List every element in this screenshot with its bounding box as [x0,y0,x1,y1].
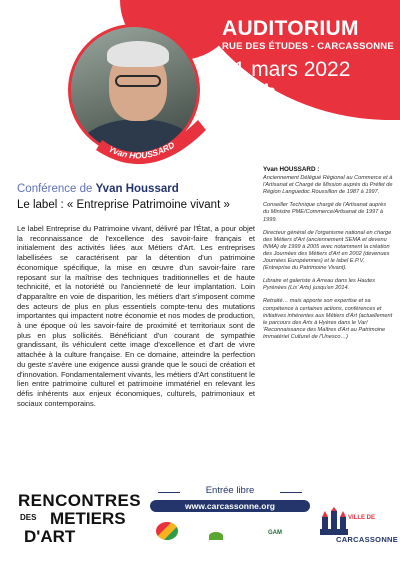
speaker-name-arc [96,116,206,174]
divider [280,492,302,493]
partner-logo-region [152,522,182,550]
carcassonne-label: CARCASSONNE [336,535,399,544]
lecture-subtitle: Le label : « Entreprise Patrimoine vivant » [17,199,230,211]
bio-heading: Yvan HOUSSARD : [263,166,320,173]
lecture-title [17,182,257,197]
rencontres-metiers-logo [18,491,142,546]
logo-line-rencontres: RENCONTRES [18,491,142,510]
logo-metiers: METIERS [50,509,126,528]
event-info [222,18,397,105]
website-link[interactable]: www.carcassonne.org [150,500,310,512]
event-date: 31 mars 2022 [222,58,351,81]
event-venue: AUDITORIUM [222,17,359,40]
bio-paragraph: Anciennement Délégué Régional au Commerce et à l'Artisanat et Chargé de Mission auprès du Préfet de Région Languedoc Roussillon de 1987 à 1997. [263,175,393,196]
ville-de-label: VILLE DE [348,515,376,521]
speaker-bio [263,166,393,347]
bio-paragraph: Libraire et galeriste à Arreau dans les Hautes Pyrénées (Lis' Arts) jusqu'en 2014. [263,278,376,292]
event-time: >19 h [222,81,277,104]
lecture-description: Le label Entreprise du Patrimoine vivant, délivré par l'État, a pour objet la reconnaissance de l'excellence des savoir-faire français et initialement des activités liées aux Métiers d'Art. Les entreprises labellisées se caractérisent par la détention d'un patrimoine économique spécifique, la mise en œuvre d'un savoir-faire rare reposant sur la maîtrise des techniques traditionnelles et de haute technicité, et la notoriété ou l'ancienneté de leur implantation. Loin d'apparaître en voie de disparition, les métiers d'art s'imposent comme des acteurs de plus en plus essentiels compte-tenu des mutations importantes qui impactent notre économie et nos modes de production, à une époque où les savoir-faire de proximité et territoriaux sont de plus en plus sollicités. Bénéficiant d'un courant de sympathie grandissant, ils véhiculent cette image d'excellence et d'art de vivre attachée à la culture française. En ce domaine, atteindre la perfection du geste s'avère une exigence aussi grande que le souci de création et d'innovation. Fondamentalement vivants, les métiers d'Art constituent le lien entre patrimoine culturel et patrimoine immatériel en relevant les défis inhérents aux enjeux économiques, culturels, patrimoniaux et sociaux contemporains. [17,224,255,408]
ville-carcassonne-logo [318,505,399,555]
partner-logo-agglo [198,532,234,541]
bio-paragraph: Directeur général de l'organisme national en charge des Métiers d'Art (anciennement SEMA et devenu INMA) de 1999 à 2005 avec notamment la création des Journées des Métiers d'Art en 2002 (devenues Journées Européennes) et le label E.P.V. (Entreprise du Patrimoine Vivant). [263,229,392,272]
portrait-hair [107,41,169,67]
logo-des: DES [20,513,37,522]
free-entry [150,485,310,499]
bio-paragraph: Retraité… mais apporte son expertise et sa compétence à certaines actions, conférences et initiatives inhérentes aux Métiers d'Art (actuellement le parcours des Arts à Hyères dans le Var/ 'Reconnaissance des Maîtres d'Art au Patrimoine Immatériel Culturel de l'Unesco…) [263,298,393,340]
bio-paragraph: Conseiller Technique chargé de l'Artisanat auprès du Ministre PME/Commerce/Artisanat de 1997 à 1999. [263,202,387,223]
lecture-speaker: Yvan Houssard [95,183,179,195]
free-entry-text: Entrée libre [205,485,255,496]
event-address: RUE DES ÉTUDES - CARCASSONNE [222,41,394,52]
speaker-name-text: Yvan HOUSSARD [106,139,177,161]
logo-dart: D'ART [24,527,76,546]
lecture-prefix: Conférence de [17,183,96,195]
castle-icon [320,507,348,537]
leaf-icon [209,532,223,540]
partner-logos [148,518,313,552]
region-emblem-icon [156,522,178,540]
partner-logo-gam: GAM [268,530,282,536]
portrait-glasses [115,75,161,87]
